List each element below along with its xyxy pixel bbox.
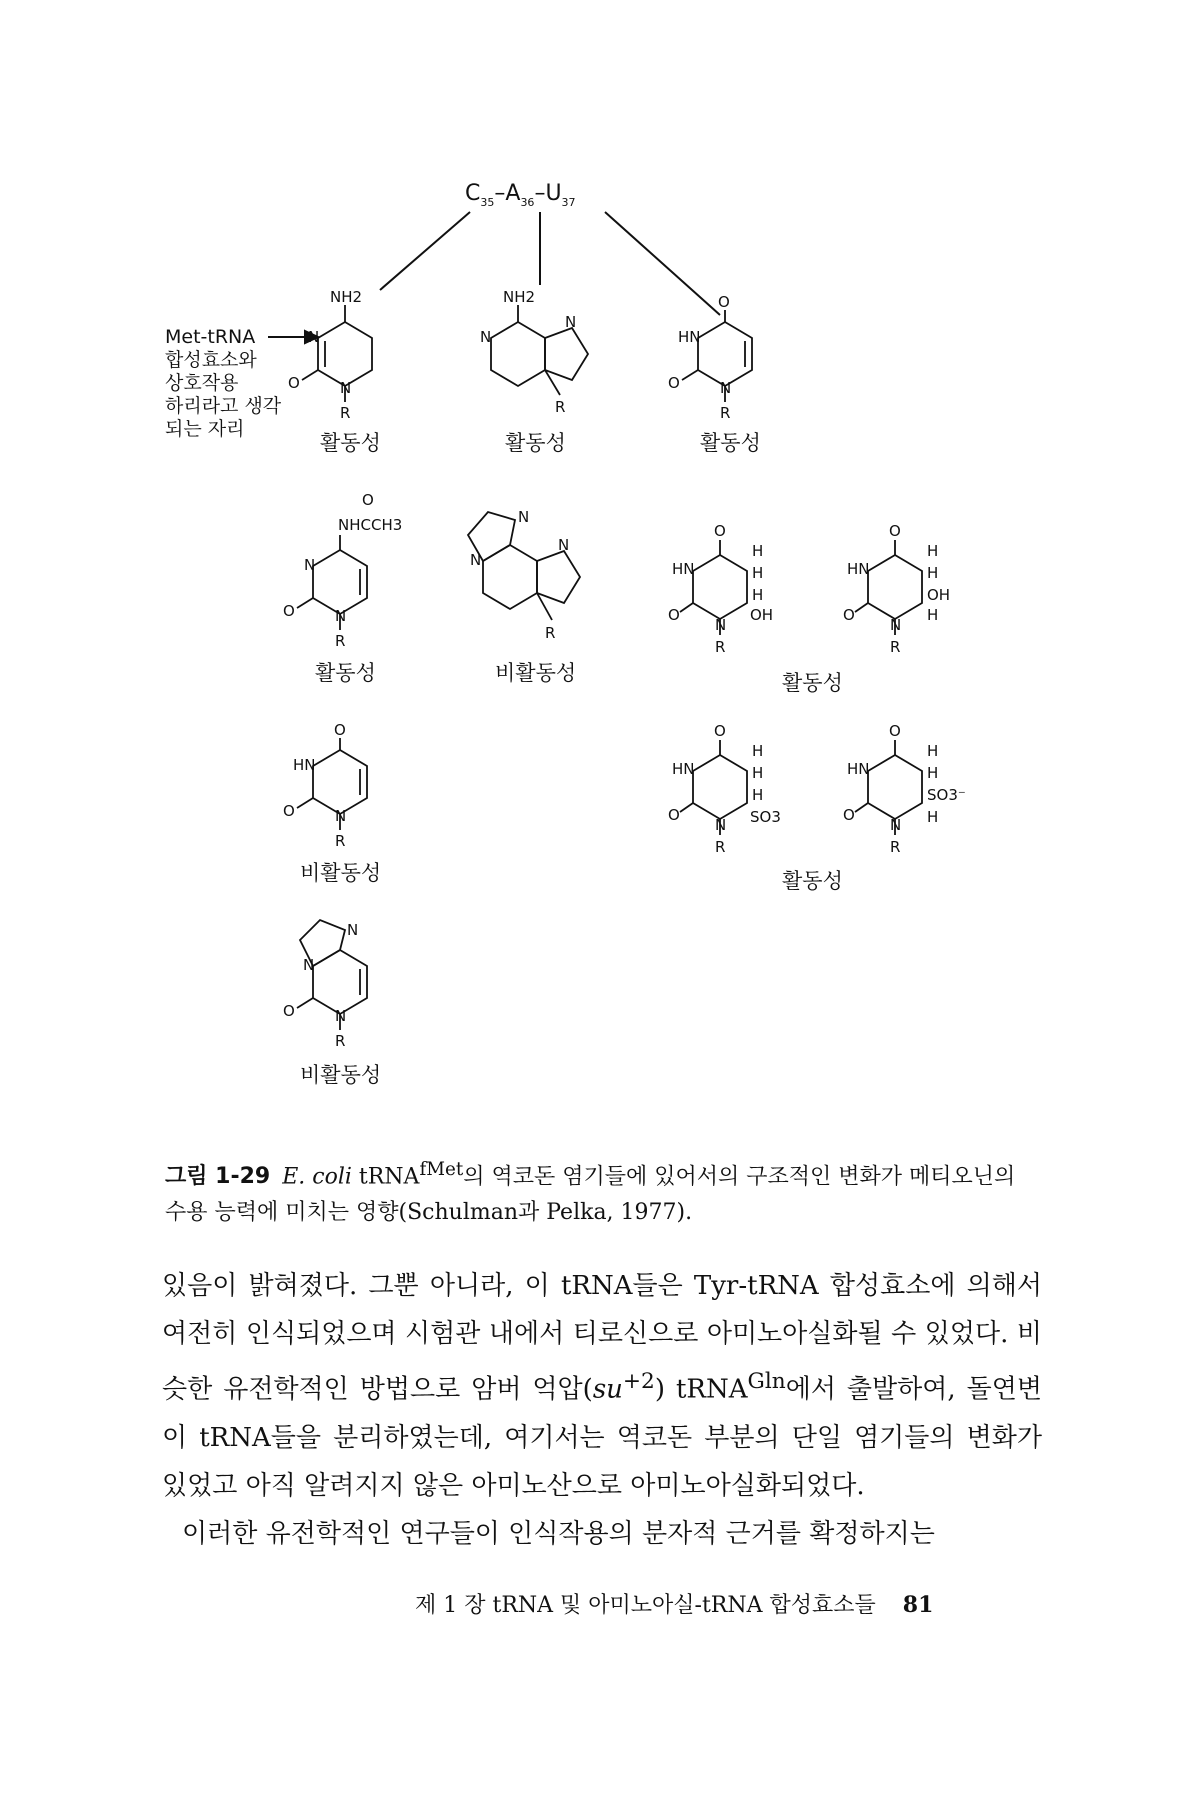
label-sulfonate-dihydrouridines: 활동성 — [782, 869, 843, 893]
svg-text:H: H — [752, 742, 764, 760]
svg-text:R: R — [715, 838, 726, 856]
svg-text:NH2: NH2 — [503, 288, 536, 306]
label-ethenocytidine: 비활동성 — [300, 1063, 382, 1087]
svg-text:O: O — [288, 374, 300, 392]
anticodon-c: C — [465, 181, 481, 206]
svg-text:N: N — [480, 328, 492, 346]
label-uridine-2: 비활동성 — [300, 861, 382, 885]
svg-text:O: O — [843, 606, 855, 624]
svg-text:H: H — [927, 764, 939, 782]
svg-text:N: N — [890, 616, 902, 634]
svg-text:H: H — [927, 564, 939, 582]
svg-text:H: H — [752, 542, 764, 560]
page-footer — [415, 1588, 995, 1619]
svg-text:H: H — [752, 764, 764, 782]
structure-adenosine — [480, 288, 588, 455]
svg-text:OH: OH — [750, 606, 774, 624]
label-adenosine: 활동성 — [505, 431, 566, 455]
label-uridine: 활동성 — [700, 431, 761, 455]
structure-ethenoadenosine — [468, 508, 580, 685]
svg-text:H: H — [752, 564, 764, 582]
svg-text:O: O — [362, 491, 374, 509]
svg-text:N: N — [715, 616, 727, 634]
structure-ethenocytidine — [283, 920, 381, 1087]
svg-text:O: O — [334, 721, 346, 739]
svg-text:하리라고 생각: 하리라고 생각 — [165, 395, 282, 417]
svg-text:합성효소와: 합성효소와 — [165, 349, 257, 371]
svg-text:N: N — [335, 1007, 347, 1025]
svg-text:C35–A36–U37: $C_{35}-A_{36}-U_{37}$ — [465, 181, 576, 209]
figure-number: 그림 1-29 — [165, 1164, 271, 1190]
svg-text:H: H — [752, 786, 764, 804]
svg-text:H: H — [927, 742, 939, 760]
svg-text:R: R — [335, 632, 346, 650]
svg-text:SO3: SO3 — [750, 808, 781, 826]
structure-sulfonate-dihydrouridines — [668, 722, 966, 893]
caption-text: 의 역코돈 염기들에 있어서의 구조적인 변화가 메티오닌의 수용 능력에 미치는 영향(Schulman과 Pelka, 1977). — [165, 1164, 1016, 1226]
svg-text:N: N — [720, 379, 732, 397]
label-n4-acetylcytidine: 활동성 — [315, 661, 376, 685]
svg-text:R: R — [890, 838, 901, 856]
svg-text:N: N — [335, 607, 347, 625]
svg-text:R: R — [890, 638, 901, 656]
structure-uridine — [668, 293, 761, 455]
label-hydroxy-dihydrouridines: 활동성 — [782, 671, 843, 695]
svg-text:H: H — [752, 586, 764, 604]
svg-text:R: R — [545, 624, 556, 642]
svg-text:N: N — [303, 956, 315, 974]
svg-text:O: O — [718, 293, 730, 311]
svg-text:O: O — [668, 606, 680, 624]
figure-caption — [165, 1152, 1025, 1231]
svg-text:O: O — [668, 806, 680, 824]
caption-trna-sup: fMet — [419, 1159, 464, 1180]
svg-text:N: N — [565, 313, 577, 331]
svg-text:O: O — [714, 522, 726, 540]
structure-n4-acetylcytidine — [283, 491, 402, 685]
svg-text:N: N — [335, 807, 347, 825]
label-ethenoadenosine: 비활동성 — [495, 661, 577, 685]
svg-text:R: R — [715, 638, 726, 656]
svg-text:O: O — [283, 1002, 295, 1020]
structure-uridine-2 — [283, 721, 381, 885]
svg-text:H: H — [927, 606, 939, 624]
svg-text:O: O — [889, 522, 901, 540]
svg-text:R: R — [335, 1032, 346, 1050]
caption-trna: tRNA — [358, 1164, 420, 1190]
svg-text:H: H — [927, 808, 939, 826]
svg-text:NHCCH3: NHCCH3 — [338, 516, 403, 534]
svg-text:HN: HN — [847, 760, 870, 778]
svg-text:O: O — [283, 802, 295, 820]
paragraph-1: 있음이 밝혀졌다. 그뿐 아니라, 이 tRNA들은 Tyr-tRNA 합성효소에 의해서 여전히 인식되었으며 시험관 내에서 티로신으로 아미노아실화될 수 있었다. 비슷한 유전학적인 방법으로 암버 억압$(su^{+2})$ tRNA$^{Gln}$에서 출발하여, 돌연변이 tRNA들을 분리하였는데, 여기서는 역코돈 부분의 단일 염기들의 변화가 있었고 아직 알려지지 않은 아미노산으로 아미노아실화되었다. — [162, 1271, 1042, 1501]
svg-text:O: O — [843, 806, 855, 824]
svg-text:N: N — [470, 551, 482, 569]
svg-text:R: R — [335, 832, 346, 850]
svg-text:N: N — [558, 536, 570, 554]
svg-text:N: N — [518, 508, 530, 526]
svg-text:HN: HN — [678, 328, 701, 346]
svg-text:NH2: NH2 — [330, 288, 363, 306]
svg-text:O: O — [714, 722, 726, 740]
svg-text:HN: HN — [293, 756, 316, 774]
body-text — [162, 1262, 1042, 1558]
svg-text:N: N — [890, 816, 902, 834]
svg-text:O: O — [889, 722, 901, 740]
caption-species: E. coli — [282, 1164, 352, 1190]
structure-cytidine — [288, 288, 381, 455]
page-number: 81 — [902, 1592, 934, 1618]
svg-text:N: N — [715, 816, 727, 834]
svg-text:N: N — [340, 379, 352, 397]
svg-text:N: N — [347, 921, 359, 939]
svg-text:N: N — [304, 556, 316, 574]
structure-hydroxy-dihydrouridines — [668, 522, 950, 695]
svg-text:HN: HN — [672, 560, 695, 578]
svg-text:N: N — [308, 328, 320, 346]
svg-text:HN: HN — [672, 760, 695, 778]
chapter-title: 제 1 장 tRNA 및 아미노아실-tRNA 합성효소들 — [415, 1593, 876, 1618]
svg-text:H: H — [927, 542, 939, 560]
svg-text:O: O — [283, 602, 295, 620]
svg-text:OH: OH — [927, 586, 951, 604]
svg-text:R: R — [555, 398, 566, 416]
svg-text:O: O — [668, 374, 680, 392]
svg-text:되는 자리: 되는 자리 — [165, 418, 245, 440]
paragraph-2: 이러한 유전학적인 연구들이 인식작용의 분자적 근거를 확정하지는 — [182, 1518, 935, 1549]
svg-text:R: R — [340, 404, 351, 422]
label-cytidine: 활동성 — [320, 431, 381, 455]
svg-text:R: R — [720, 404, 731, 422]
side-note — [165, 326, 282, 440]
svg-text:SO3⁻: SO3⁻ — [927, 786, 966, 804]
svg-text:상호작용: 상호작용 — [165, 372, 239, 394]
svg-text:HN: HN — [847, 560, 870, 578]
svg-text:Met-tRNA: Met-tRNA — [165, 326, 256, 348]
